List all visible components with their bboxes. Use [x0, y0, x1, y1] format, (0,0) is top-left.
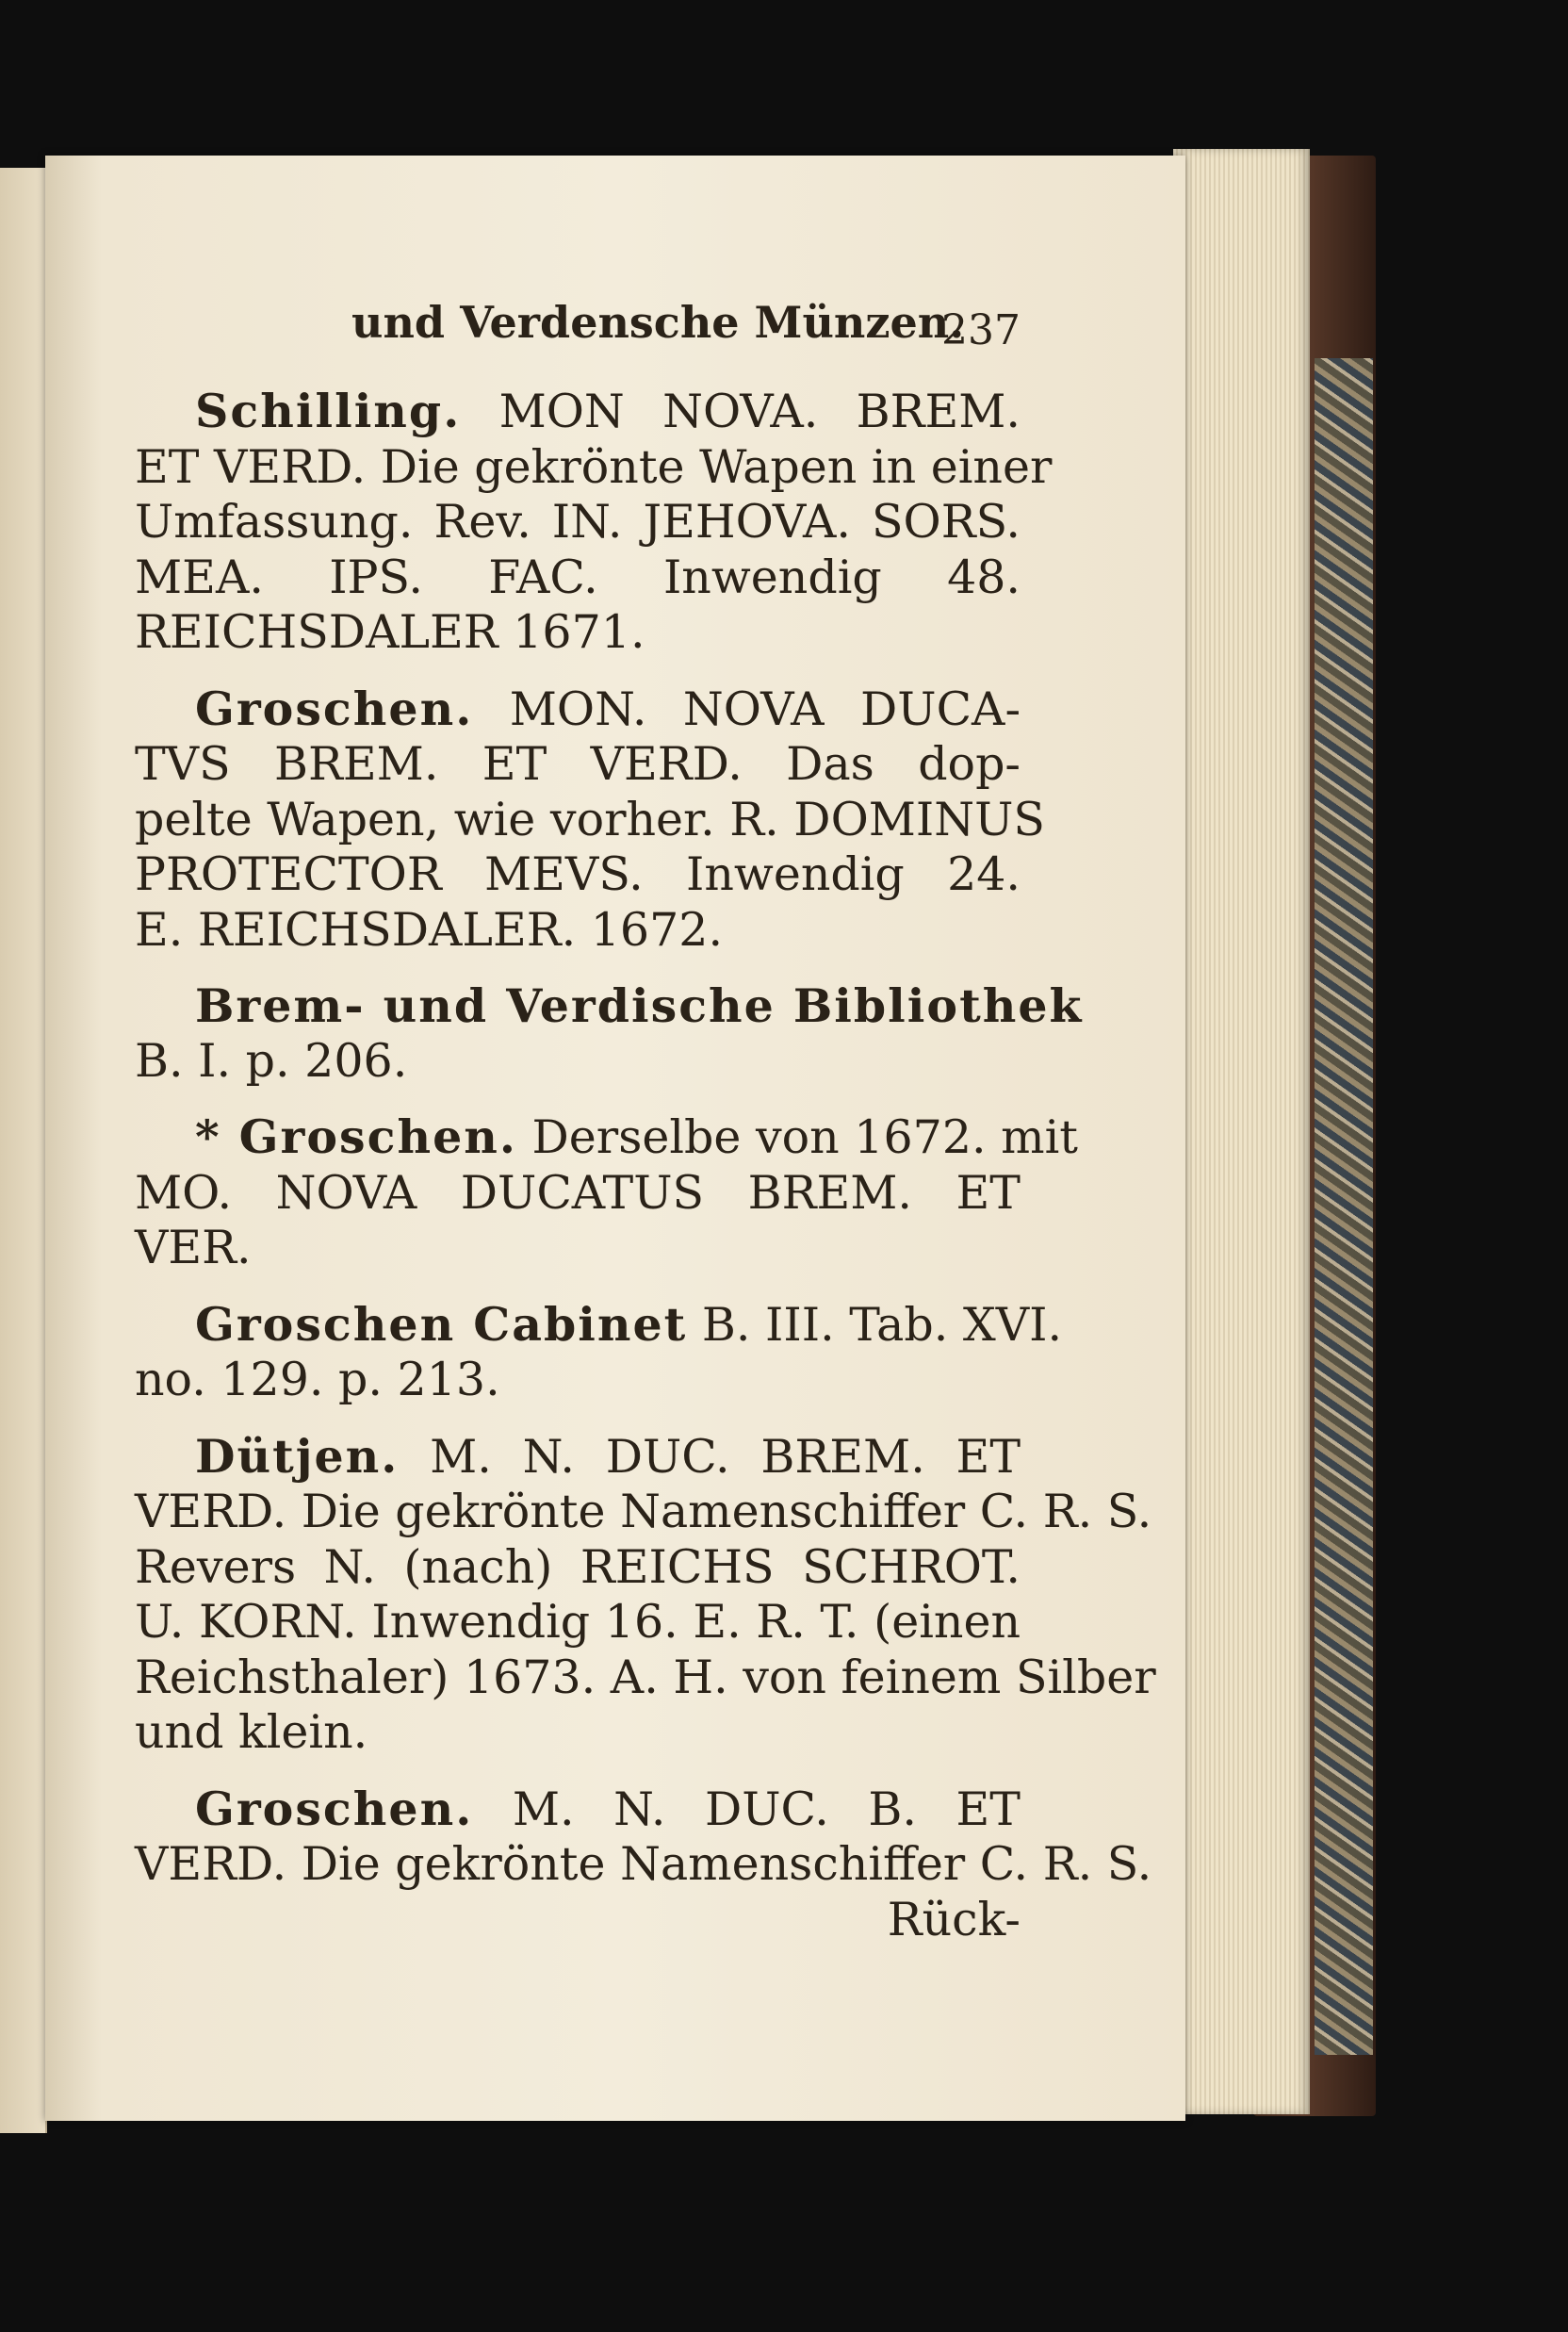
text-line: TVS BREM. ET VERD. Das dop- [135, 737, 1021, 791]
reference-title: Groschen Cabinet [195, 1296, 688, 1352]
text-line [135, 1109, 1078, 1166]
page-header [135, 297, 1021, 384]
text-line: MO. NOVA DUCATUS BREM. ET [135, 1165, 1021, 1220]
text-line: U. KORN. Inwendig 16. E. R. T. (einen [135, 1595, 1021, 1649]
text-line: VER. [135, 1221, 252, 1274]
page-number: 237 [941, 306, 1021, 354]
catchword: Rück- [887, 1892, 1021, 1946]
entry-paragraph [135, 681, 1046, 959]
text-line: Reichsthaler) 1673. A. H. von feinem Silber [135, 1650, 1156, 1704]
entry-paragraph [135, 1781, 1152, 1948]
marbled-endpaper [1315, 358, 1373, 2055]
text-line: VERD. Die gekrönte Namenschiffer C. R. S. [135, 1485, 1152, 1538]
text-line [135, 384, 1021, 440]
line-text: B. III. Tab. XVI. [701, 1297, 1063, 1352]
text-line: REICHSDALER 1671. [135, 605, 645, 659]
text-line [135, 1296, 1063, 1354]
text-line: Umfassung. Rev. IN. JEHOVA. SORS. [135, 495, 1021, 549]
text-line: VERD. Die gekrönte Namenschiffer C. R. S. [135, 1837, 1152, 1891]
text-line: pelte Wapen, wie vorher. R. DOMINUS [135, 792, 1046, 846]
entry-paragraph [135, 384, 1053, 661]
line-text: MON. NOVA DUCA- [509, 682, 1021, 736]
text-line: PROTECTOR MEVS. Inwendig 24. [135, 847, 1021, 901]
text-line: Revers N. (nach) REICHS SCHROT. [135, 1539, 1021, 1594]
text-line: no. 129. p. 213. [135, 1353, 500, 1406]
line-text: MON NOVA. BREM. [498, 385, 1021, 438]
entry-heading: Dütjen. [195, 1428, 400, 1484]
entry-heading: Groschen. [195, 1781, 474, 1836]
line-text: M. N. DUC. BREM. ET [430, 1429, 1021, 1484]
line-text: Derselbe von 1672. mit [531, 1110, 1078, 1164]
entry-heading: Schilling. [195, 384, 462, 438]
entry-paragraph [135, 1428, 1156, 1761]
text-line [135, 682, 1021, 738]
right-page [45, 156, 1185, 2121]
text-line [135, 1782, 1021, 1838]
entry-paragraph [135, 1109, 1078, 1276]
text-line: E. REICHSDALER. 1672. [135, 902, 724, 957]
running-head: und Verdensche Münzen. [351, 297, 965, 348]
reference-paragraph [135, 978, 1084, 1089]
text-line [135, 1429, 1021, 1486]
text-line: und klein. [135, 1705, 368, 1759]
line-text: M. N. DUC. B. ET [512, 1782, 1021, 1836]
left-page-edge [0, 168, 47, 2133]
text-line: B. I. p. 206. [135, 1033, 408, 1088]
page-text [135, 297, 1156, 1968]
page-edges [1173, 149, 1310, 2114]
text-line: ET VERD. Die gekrönte Wapen in einer [135, 439, 1053, 494]
entry-heading: * Groschen. [195, 1109, 517, 1164]
reference-paragraph [135, 1296, 1063, 1408]
entry-heading: Groschen. [195, 681, 474, 736]
text-line: MEA. IPS. FAC. Inwendig 48. [135, 550, 1021, 604]
reference-title: Brem- und Verdische Bibliothek [195, 978, 1084, 1033]
